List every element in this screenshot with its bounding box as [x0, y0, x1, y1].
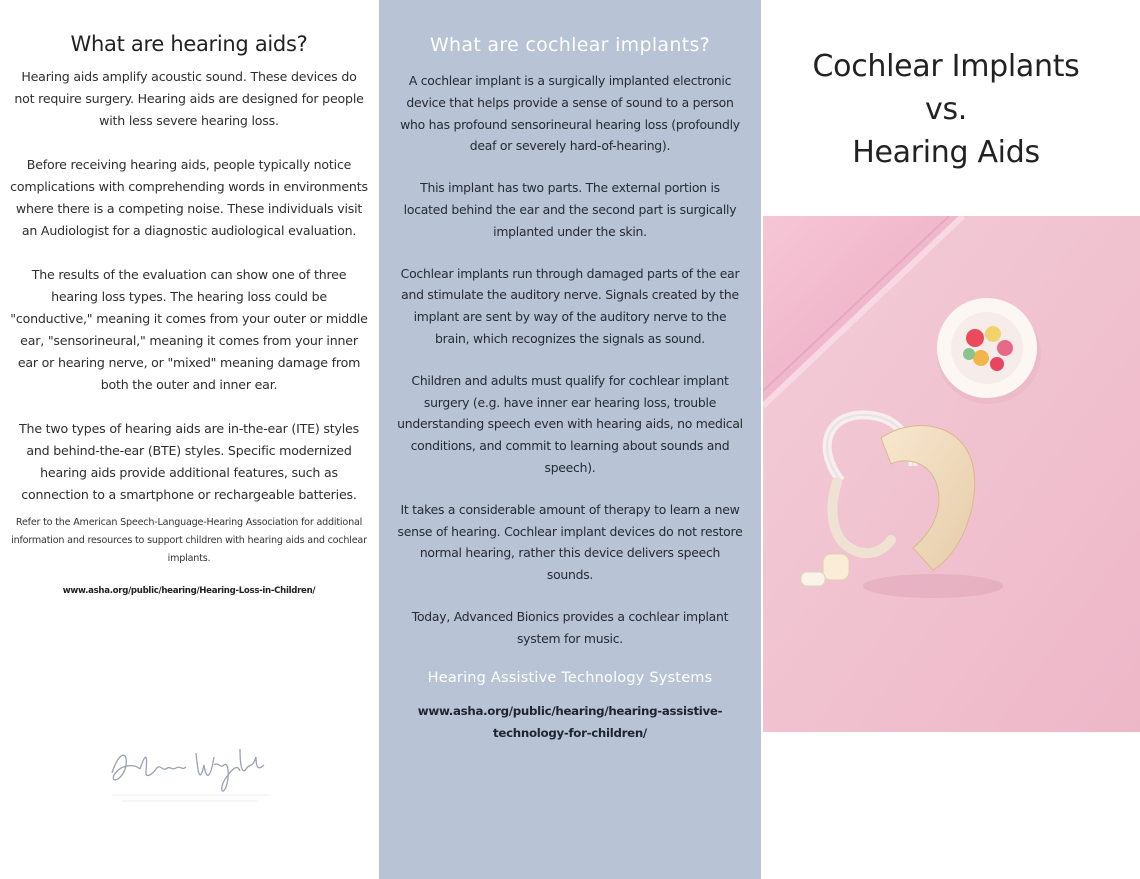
hearing-aids-paragraph-4: The two types of hearing aids are in-the-ear (ITE) styles and behind-the-ear (BTE) styles. Specific modernized hearing aids provide additional features, such as connection to a smartphone or rechargeable batteries. [19, 421, 359, 502]
title-line-1: Cochlear Implants [812, 49, 1080, 84]
title-line-3: Hearing Aids [852, 135, 1040, 170]
title-line-2: vs. [924, 92, 968, 127]
left-panel [0, 0, 378, 879]
signature-logo [100, 735, 280, 815]
hearing-aid-image [763, 216, 1140, 732]
hats-subheading: Hearing Assistive Technology Systems [427, 669, 713, 686]
hearing-aid-photo [763, 216, 1140, 732]
cochlear-paragraph-4: Children and adults must qualify for cochlear implant surgery (e.g. have inner ear hearing loss, trouble understanding speech even with hearing aids, no medical conditions, and commit to learning about sounds and speech). [397, 372, 743, 475]
cochlear-paragraph-5: It takes a considerable amount of therapy to learn a new sense of hearing. Cochlear implant devices do not restore normal hearing, rather this device delivers speech sounds. [397, 501, 743, 583]
cochlear-paragraph-1: A cochlear implant is a surgically implanted electronic device that helps provide a sense of sound to a person who has profound sensorineural hearing loss (profoundly deaf or severely hard-of-hearing). [400, 73, 740, 154]
hearing-aids-paragraph-1: Hearing aids amplify acoustic sound. These devices do not require surgery. Hearing aids are designed for people with less severe hearing loss. [14, 69, 364, 128]
asha-hearing-loss-link[interactable]: www.asha.org/public/hearing/Hearing-Loss-in-Children/ [62, 586, 316, 596]
asha-refer-text: Refer to the American Speech-Language-Hearing Association for additional information and resources to support children with hearing aids and cochlear implants. [11, 517, 367, 564]
cochlear-paragraph-2: This implant has two parts. The external portion is located behind the ear and the second part is surgically implanted under the skin. [403, 180, 737, 239]
cochlear-implants-heading: What are cochlear implants? [429, 34, 711, 56]
asha-hats-link[interactable]: www.asha.org/public/hearing/hearing-assistive-technology-for-children/ [417, 703, 723, 740]
right-panel [761, 0, 1140, 879]
cover-title [761, 45, 1131, 174]
signature-icon [100, 735, 280, 815]
hearing-aids-paragraph-2: Before receiving hearing aids, people typically notice complications with comprehending words in environments where there is a competing noise. These individuals visit an Audiologist for a diagnostic audiological evaluation. [10, 157, 368, 238]
hearing-aids-paragraph-3: The results of the evaluation can show one of three hearing loss types. The hearing loss could be "conductive," meaning it comes from your outer or middle ear, "sensorineural," meaning it comes from your inner ear or hearing nerve, or "mixed" meaning damage from both the outer and inner ear. [10, 267, 368, 392]
middle-panel [379, 0, 761, 879]
cochlear-paragraph-3: Cochlear implants run through damaged parts of the ear and stimulate the auditory nerve. Signals created by the implant are sent by way of the auditory nerve to the brain, which recognizes the signals as sound. [400, 265, 740, 346]
cochlear-paragraph-6: Today, Advanced Bionics provides a cochlear implant system for music. [411, 608, 729, 646]
hearing-aids-heading: What are hearing aids? [70, 32, 308, 56]
